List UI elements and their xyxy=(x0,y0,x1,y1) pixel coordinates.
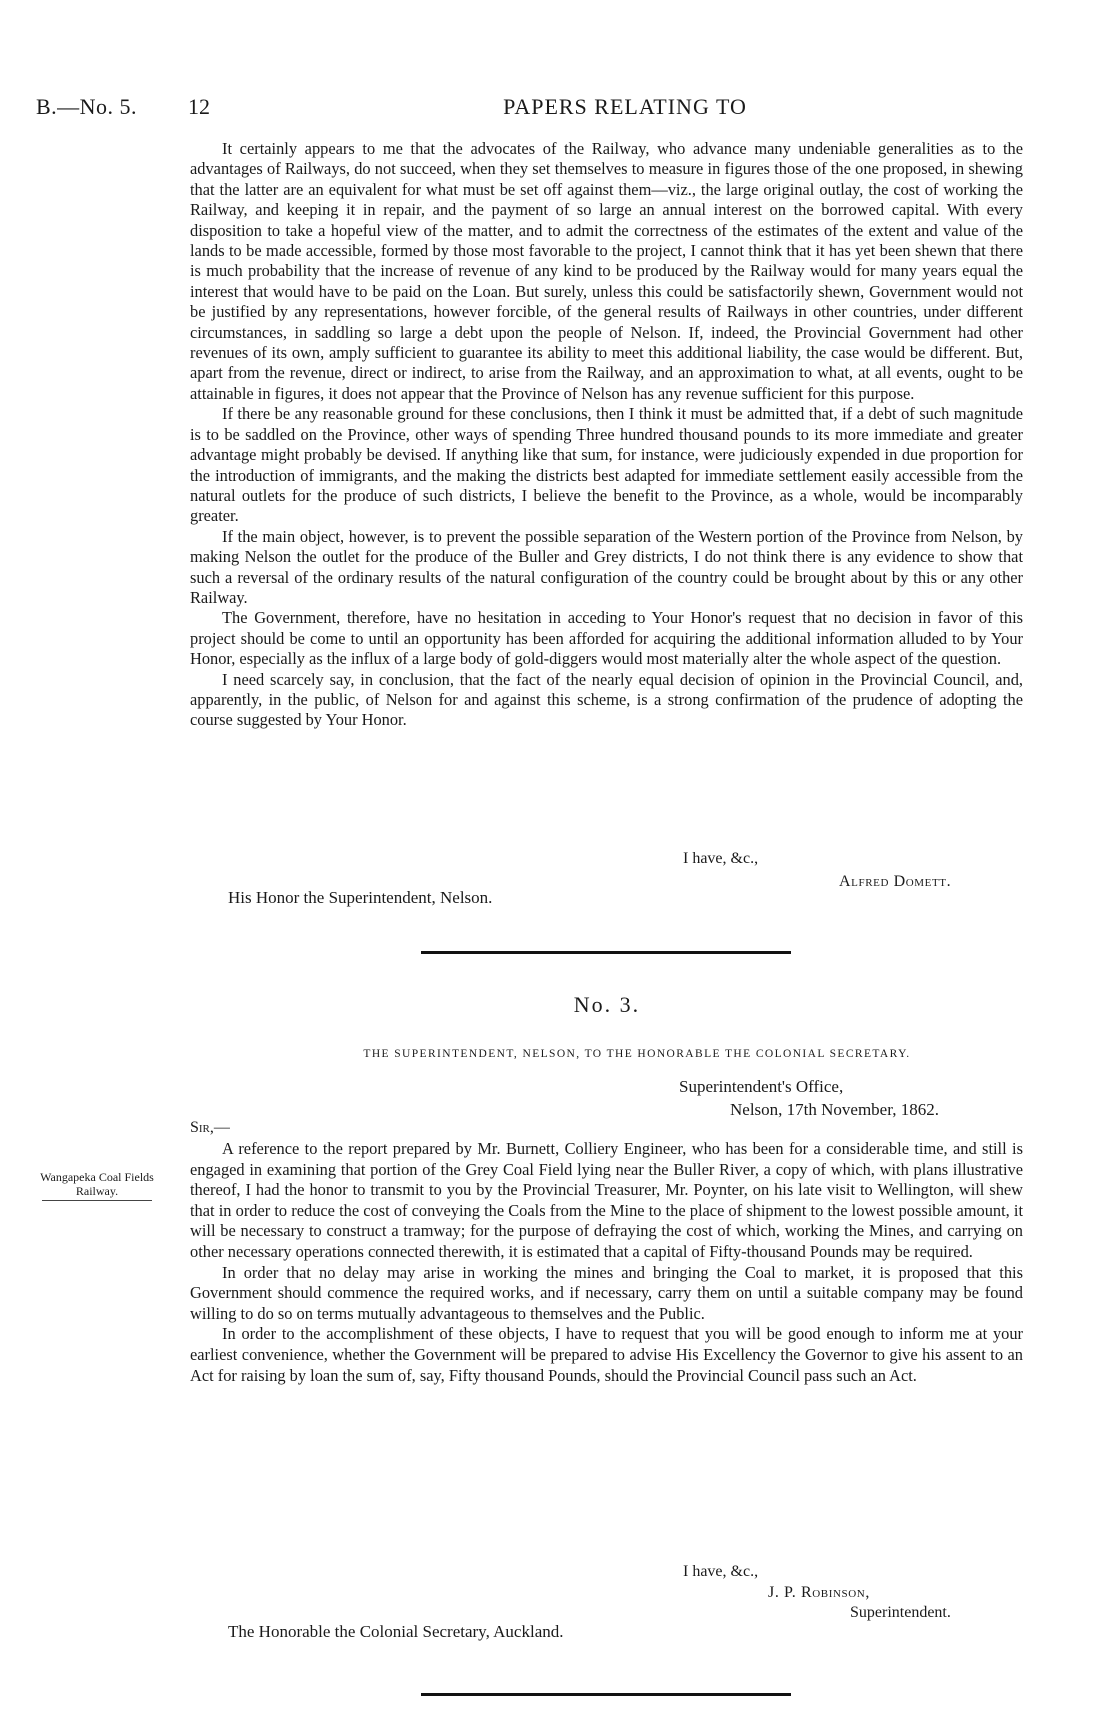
letter1-addressee: His Honor the Superintendent, Nelson. xyxy=(228,888,493,907)
letter2-paragraph: In order to the accomplishment of these objects, I have to request that you will be good enough to inform me at your earliest convenience, whether the Government will be prepared to advise His Excellency the Governor to give his assent to an Act for raising by loan the sum of, say, Fifty thousand Pounds, should the Provincial Council pass such an Act. xyxy=(190,1324,1023,1385)
letter1-paragraph: The Government, therefore, have no hesitation in acceding to Your Honor's request that no decision in favor of this project should be come to until an opportunity has been afforded for acquiring the additional information alluded to by Your Honor, especially as the influx of a large body of gold-diggers would most materially alter the whole aspect of the question. xyxy=(190,608,1023,669)
closing-divider xyxy=(421,1693,791,1696)
letter1-paragraph: I need scarcely say, in conclusion, that the fact of the nearly equal decision of opinion in the Provincial Council, and, apparently, in the public, of Nelson for and against this scheme, is a strong confirmation of the prudence of adopting the course suggested by Your Honor. xyxy=(190,669,1023,730)
letter2-body xyxy=(190,1139,1023,1386)
letter2-salutation: Sir,— xyxy=(190,1119,230,1136)
page-header xyxy=(36,94,1054,126)
page-number: 12 xyxy=(188,94,210,119)
letter2-closing: I have, &c., xyxy=(683,1563,759,1580)
letter2-paragraph: A reference to the report prepared by Mr. Burnett, Colliery Engineer, who has been for a considerable time, and still is engaged in examining that portion of the Grey Coal Field lying near the Buller River, a copy of which, with plans illustrative thereof, I had the honor to transmit to you by the Provincial Treasurer, Mr. Poynter, on his late visit to Wellington, will shew that in order to reduce the cost of conveying the Coals from the Mine to the place of shipment to the lowest possible amount, it will be necessary to construct a tramway; for the purpose of defraying the cost of which, working the Mines, and carrying on other necessary operations connected therewith, it is estimated that a capital of Fifty-thousand Pounds may be required. xyxy=(190,1139,1023,1261)
margin-note-rule xyxy=(42,1200,152,1201)
letter1-body xyxy=(190,139,1023,731)
running-title: PAPERS RELATING TO xyxy=(503,94,747,119)
margin-note-text: Wangapeka Coal Fields Railway. xyxy=(40,1170,154,1198)
letter1-paragraph: If there be any reasonable ground for these conclusions, then I think it must be admitted that, if a debt of such magnitude is to be saddled on the Province, other ways of spending Three hundred thousand pounds to its more immediate and greater advantage might probably be devised. If anything like that sum, for instance, were judiciously expended in due proportion for the introduction of immigrants, and the making the districts best adapted for immediate settlement easily accessible from the natural outlets for the produce of such districts, I believe the benefit to the Province, as a whole, would be incomparably greater. xyxy=(190,404,1023,526)
letter2-office: Superintendent's Office, xyxy=(679,1077,844,1096)
letter2-paragraph: In order that no delay may arise in working the mines and bringing the Coal to market, it is proposed that this Government should commence the required works, and if necessary, carry them on until a suitable company may be found willing to do so on terms mutually advantageous to themselves and the Public. xyxy=(190,1262,1023,1323)
margin-note xyxy=(22,1170,172,1201)
paper-reference: B.—No. 5. xyxy=(36,94,138,119)
document-number: No. 3. xyxy=(573,992,641,1017)
letter2-place-date: Nelson, 17th November, 1862. xyxy=(730,1100,939,1119)
letter1-signatory: Alfred Domett. xyxy=(839,873,952,890)
letter2-addressee: The Honorable the Colonial Secretary, Auckland. xyxy=(228,1622,564,1641)
letter1-paragraph: If the main object, however, is to prevent the possible separation of the Western portion of the Province from Nelson, by making Nelson the outlet for the produce of the Buller and Grey districts, I do not think there is any evidence to show that such a reversal of the ordinary results of the natural configuration of the country could be brought about by this or any other Railway. xyxy=(190,526,1023,607)
letter2-signatory-title: Superintendent. xyxy=(850,1604,951,1621)
letter1-paragraph: It certainly appears to me that the advocates of the Railway, who advance many undeniable generalities as to the advantages of Railways, do not succeed, when they set themselves to measure in figures those of the one proposed, in shewing that the latter are an equivalent for what must be set off against them—viz., the large original outlay, the cost of working the Railway, and keeping it in repair, and the payment of so large an annual interest on the borrowed capital. With every disposition to take a hopeful view of the matter, and to admit the correctness of the estimates of the extent and value of the lands to be made accessible, formed by those most favorable to the project, I cannot think that it has yet been shewn that there is much probability that the increase of revenue of any kind to be produced by the Railway would for many years equal the interest that would have to be paid on the Loan. But surely, unless this could be satisfactorily shewn, Government would not be justified by any representations, however forcible, of the general results of Railways in other countries, under different circumstances, in saddling so large a debt upon the people of Nelson. If, indeed, the Provincial Government had other revenues of its own, amply sufficient to guarantee its ability to meet this additional liability, the case would be different. But, apart from the revenue, direct or indirect, to arise from the Railway, and an approximation to what, at all events, ought to be attainable in figures, it does not appear that the Province of Nelson has any revenue sufficient for this purpose. xyxy=(190,139,1023,403)
section-divider xyxy=(421,951,791,954)
letter2-signatory: J. P. Robinson, xyxy=(768,1584,870,1601)
letter1-closing: I have, &c., xyxy=(683,850,759,867)
document-subtitle: THE SUPERINTENDENT, NELSON, TO THE HONORABLE THE COLONIAL SECRETARY. xyxy=(363,1048,911,1060)
